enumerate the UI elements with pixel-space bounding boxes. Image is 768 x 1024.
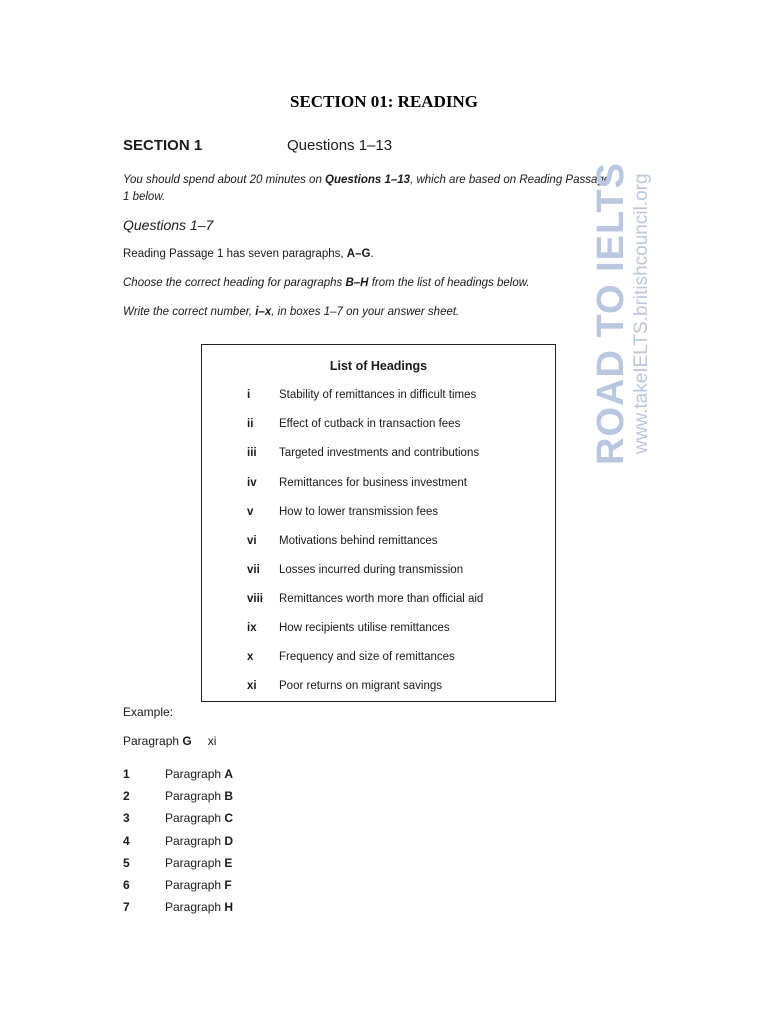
heading-number: iv <box>247 477 257 489</box>
time-bold: Questions 1–13 <box>325 174 411 186</box>
heading-number: ii <box>247 418 254 430</box>
subsection-title: Questions 1–7 <box>123 217 214 233</box>
answer-number: 6 <box>123 878 130 892</box>
heading-row <box>202 418 555 436</box>
heading-row <box>202 477 555 495</box>
headings-box-title: List of Headings <box>329 359 428 373</box>
heading-row <box>202 680 555 698</box>
heading-number: i <box>247 389 251 401</box>
watermark-title: ROAD TO IELTS <box>590 162 632 466</box>
heading-number: v <box>247 506 254 518</box>
heading-number: vi <box>247 535 257 547</box>
choose-bold: B–H <box>345 277 369 289</box>
example-answer: xi <box>207 734 217 748</box>
heading-text: Poor returns on migrant savings <box>279 680 442 692</box>
heading-row <box>202 651 555 669</box>
page-heading: SECTION 01: READING <box>290 92 478 111</box>
answer-word: Paragraph <box>165 878 225 892</box>
write-prefix: Write the correct number, <box>123 306 256 318</box>
time-instruction <box>123 172 613 206</box>
heading-text: Targeted investments and contributions <box>279 447 480 459</box>
watermark-url: www.takeIELTS.britishcouncil.org <box>631 173 652 455</box>
answer-paragraph <box>165 789 233 803</box>
answer-word: Paragraph <box>165 811 225 825</box>
heading-number: vii <box>247 564 260 576</box>
paragraphs-suffix: . <box>370 248 374 260</box>
section-label: SECTION 1 <box>123 137 203 154</box>
answer-letter: H <box>224 900 234 914</box>
answer-letter: C <box>224 811 234 825</box>
answer-letter: D <box>224 834 234 848</box>
answer-paragraph <box>165 834 233 848</box>
example-label: Example: <box>123 705 174 719</box>
heading-number: x <box>247 651 254 663</box>
choose-suffix: from the list of headings below. <box>368 277 530 289</box>
heading-row <box>202 564 555 582</box>
watermark <box>590 120 654 508</box>
heading-text: Motivations behind remittances <box>279 535 438 547</box>
example-paragraph-word: Paragraph <box>123 734 183 748</box>
heading-number: iii <box>247 447 257 459</box>
answer-number: 3 <box>123 811 130 825</box>
heading-text: Effect of cutback in transaction fees <box>279 418 461 430</box>
time-suffix: , which are based on Reading Passage 1 below. <box>123 174 611 203</box>
heading-row <box>202 447 555 465</box>
heading-text: Remittances for business investment <box>279 477 467 489</box>
answer-number: 1 <box>123 767 130 781</box>
answer-word: Paragraph <box>165 900 225 914</box>
heading-text: Losses incurred during transmission <box>279 564 464 576</box>
paragraphs-prefix: Reading Passage 1 has seven paragraphs, <box>123 248 347 260</box>
choose-prefix: Choose the correct heading for paragraphs <box>123 277 346 289</box>
example-row <box>123 734 216 748</box>
answer-letter: E <box>224 856 233 870</box>
answer-letter: F <box>224 878 232 892</box>
answer-number: 7 <box>123 900 130 914</box>
example-paragraph-letter: G <box>182 734 192 748</box>
answer-word: Paragraph <box>165 789 225 803</box>
paragraphs-bold: A–G <box>346 248 371 260</box>
heading-row <box>202 622 555 640</box>
answer-number: 4 <box>123 834 130 848</box>
answer-word: Paragraph <box>165 856 225 870</box>
headings-box <box>201 344 556 702</box>
answer-letter: B <box>224 789 234 803</box>
answer-number: 5 <box>123 856 130 870</box>
heading-text: Stability of remittances in difficult times <box>279 389 477 401</box>
heading-text: How to lower transmission fees <box>279 506 439 518</box>
paragraphs-instruction <box>123 248 374 260</box>
heading-number: viii <box>247 593 263 605</box>
time-prefix: You should spend about 20 minutes on <box>123 174 326 186</box>
answer-word: Paragraph <box>165 767 225 781</box>
heading-row <box>202 593 555 611</box>
write-suffix: , in boxes 1–7 on your answer sheet. <box>271 306 460 318</box>
answer-paragraph <box>165 767 233 781</box>
answer-word: Paragraph <box>165 834 225 848</box>
write-instruction <box>123 306 459 318</box>
answer-paragraph <box>165 878 232 892</box>
heading-row <box>202 535 555 553</box>
heading-text: Remittances worth more than official aid <box>279 593 484 605</box>
heading-text: Frequency and size of remittances <box>279 651 455 663</box>
heading-row <box>202 506 555 524</box>
answer-paragraph <box>165 811 233 825</box>
choose-instruction <box>123 277 530 289</box>
write-bold: i–x <box>255 306 272 318</box>
answer-paragraph <box>165 900 233 914</box>
section-questions: Questions 1–13 <box>287 137 393 154</box>
answer-number: 2 <box>123 789 130 803</box>
heading-text: How recipients utilise remittances <box>279 622 450 634</box>
answer-paragraph <box>165 856 232 870</box>
heading-row <box>202 389 555 407</box>
heading-number: ix <box>247 622 257 634</box>
answer-letter: A <box>224 767 234 781</box>
heading-number: xi <box>247 680 257 692</box>
